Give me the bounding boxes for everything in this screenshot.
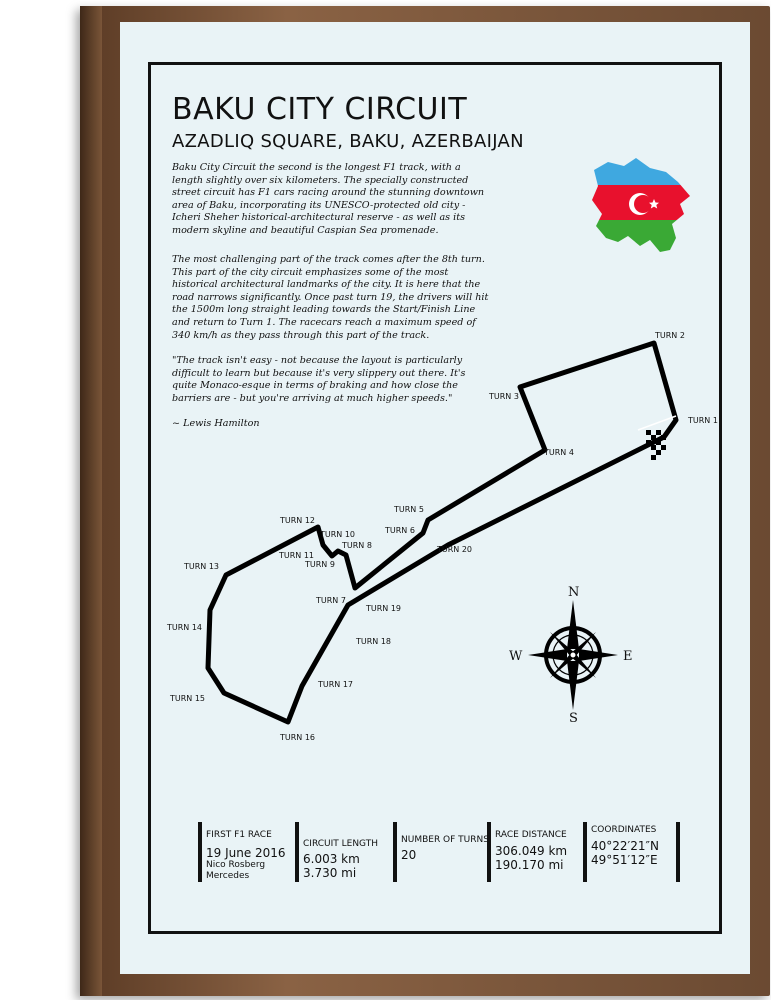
turn-label-9: TURN 9: [305, 560, 335, 569]
info-bar: [198, 822, 684, 902]
compass-north-label: N: [568, 585, 580, 600]
turn-label-5: TURN 5: [394, 505, 424, 514]
number-of-turns-label: NUMBER OF TURNS: [401, 835, 489, 845]
race-distance-block: [487, 822, 567, 882]
circuit-length-km: 6.003 km: [303, 852, 360, 866]
turn-label-2: TURN 2: [655, 331, 685, 340]
number-of-turns-value: 20: [401, 848, 417, 862]
hamilton-quote: "The track isn't easy - not because the layout is particularly difficult to learn but because it's very slippery out there. It's quite Monaco-esque in terms of braking and how close the barriers are - but you're arriving at much higher speeds.": [172, 355, 466, 404]
poster-subtitle: AZADLIQ SQUARE, BAKU, AZERBAIJAN: [172, 131, 524, 152]
compass-south-label: S: [569, 711, 578, 726]
turn-label-19: TURN 19: [366, 604, 402, 613]
turn-label-15: TURN 15: [170, 694, 206, 703]
compass-rose-icon: [528, 600, 618, 710]
poster-title: BAKU CITY CIRCUIT: [172, 92, 468, 127]
turn-label-3: TURN 3: [489, 392, 519, 401]
coordinates-longitude: 49°51′12″E: [591, 853, 658, 867]
first-race-date: 19 June 2016: [206, 846, 286, 860]
description-paragraph-1: Baku City Circuit the second is the longest F1 track, with a length slightly over six kilometers. The specially constructed street circuit has F1 cars racing around the stunning downtown area of Baku, incorporating its UNESCO-protected old city - Icheri Sheher historical-architectural reserve - as well as its modern skyline and beautiful Caspian Sea promenade.: [172, 162, 485, 236]
first-race-label: FIRST F1 RACE: [206, 830, 272, 840]
description-paragraph-2: The most challenging part of the track comes after the 8th turn. This part of the city circuit emphasizes some of the most historical architectural landmarks of the city. It is here that the road narrows significantly. Once past turn 19, the drivers will hit the 1500m long straight leading towards the Start/Finish Line and return to Turn 1. The racecars reach a maximum speed of 340 km/h as they pass through this part of the track.: [172, 254, 489, 341]
info-bar-end-divider: [676, 822, 680, 882]
race-distance-mi: 190.170 mi: [495, 858, 564, 872]
turn-label-10: TURN 10: [320, 530, 356, 539]
azerbaijan-map-icon: [585, 150, 695, 260]
race-distance-label: RACE DISTANCE: [495, 830, 567, 840]
turn-label-11: TURN 11: [279, 551, 315, 560]
turn-label-18: TURN 18: [356, 637, 392, 646]
turn-label-6: TURN 6: [385, 526, 415, 535]
turn-label-8: TURN 8: [342, 541, 372, 550]
number-of-turns-block: [393, 822, 489, 882]
turn-label-4: TURN 4: [544, 448, 574, 457]
circuit-length-mi: 3.730 mi: [303, 866, 357, 880]
circuit-length-block: [295, 822, 378, 882]
circuit-length-label: CIRCUIT LENGTH: [303, 839, 378, 849]
turn-label-7: TURN 7: [316, 596, 346, 605]
quote-author: ~ Lewis Hamilton: [172, 418, 260, 429]
turn-label-14: TURN 14: [167, 623, 203, 632]
race-distance-km: 306.049 km: [495, 844, 568, 858]
coordinates-block: [583, 822, 659, 882]
turn-label-20: TURN 20: [437, 545, 473, 554]
turn-label-12: TURN 12: [280, 516, 316, 525]
first-race-team: Mercedes: [206, 871, 250, 881]
turn-label-16: TURN 16: [280, 733, 316, 742]
coordinates-label: COORDINATES: [591, 825, 657, 835]
compass-east-label: E: [623, 649, 633, 664]
turn-label-1: TURN 1: [688, 416, 718, 425]
first-race-block: [198, 822, 286, 882]
turn-label-17: TURN 17: [318, 680, 354, 689]
compass-west-label: W: [509, 649, 523, 664]
coordinates-latitude: 40°22′21″N: [591, 839, 659, 853]
turn-label-13: TURN 13: [184, 562, 220, 571]
first-race-winner: Nico Rosberg: [206, 860, 266, 870]
track-outline: [208, 343, 676, 722]
